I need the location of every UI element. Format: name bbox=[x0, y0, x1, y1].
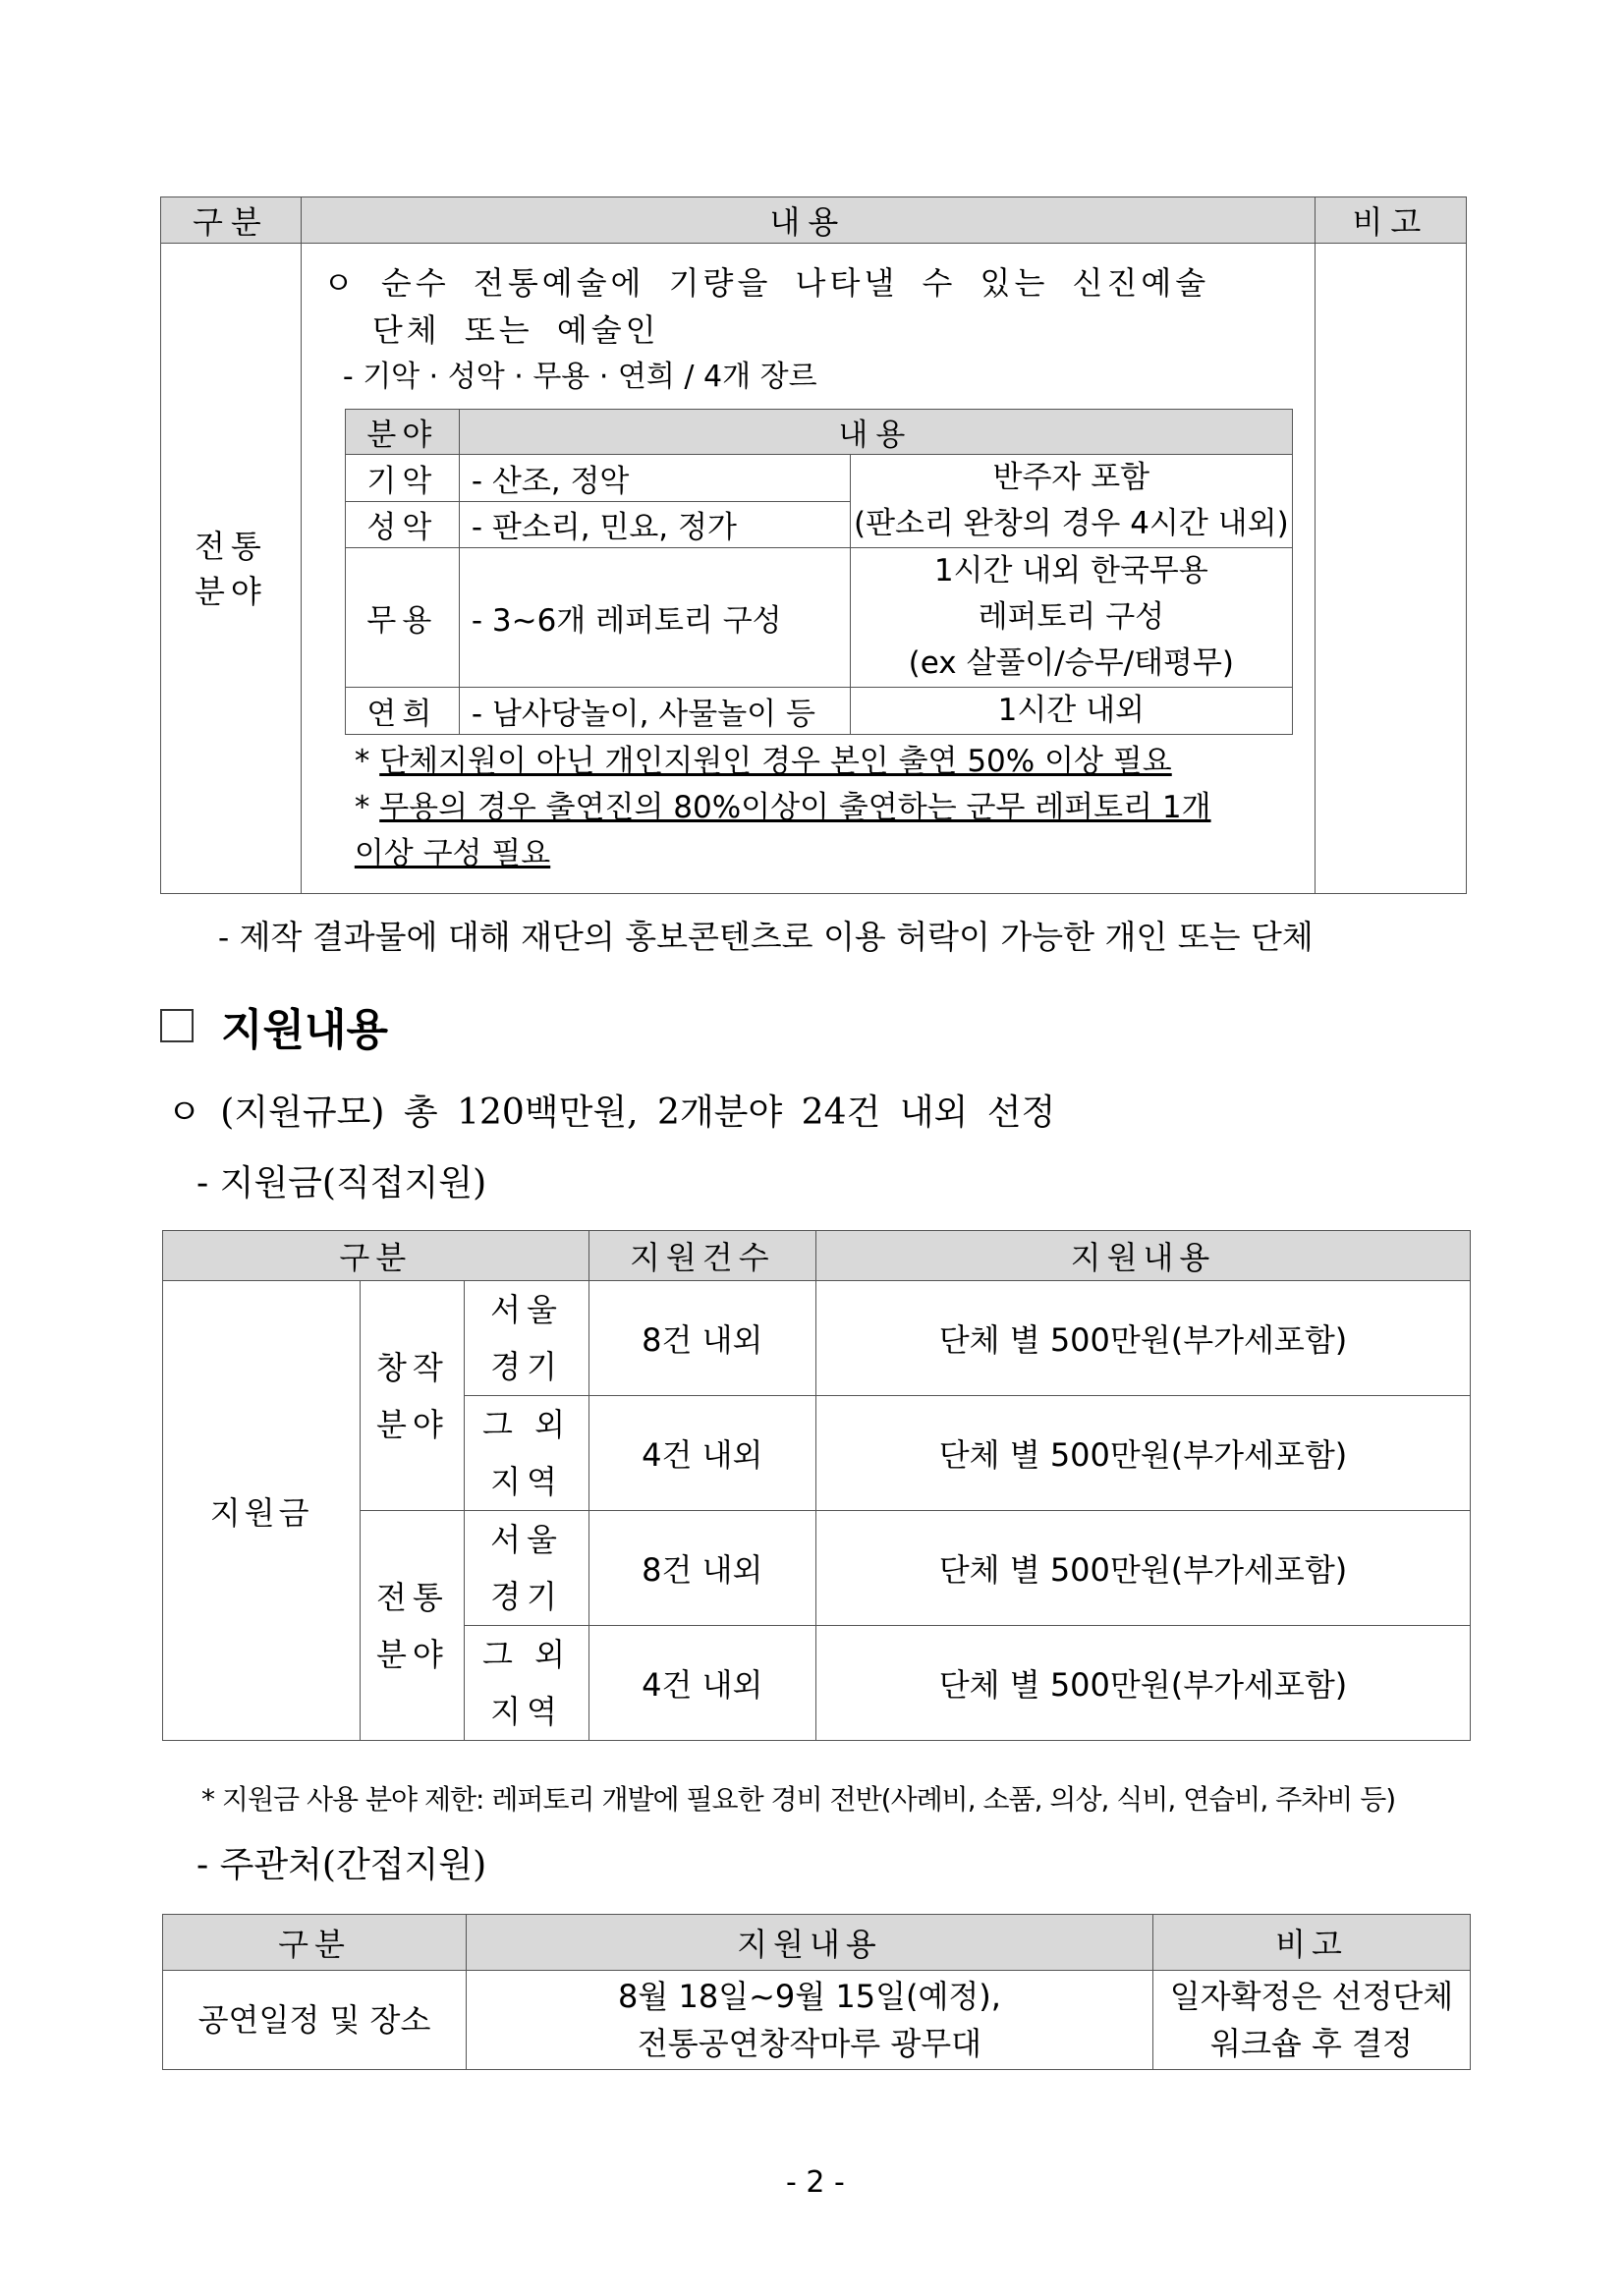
note-dance-cont bbox=[323, 831, 1293, 877]
bullet-line-1: ㅇ 순수 전통예술에 기량을 나타낼 수 있는 신진예술 bbox=[322, 264, 1210, 302]
genre-line: - 기악 · 성악 · 무용 · 연희 / 4개 장르 bbox=[342, 360, 817, 394]
genre-field: 무용 bbox=[345, 548, 459, 688]
content-cell: 단체 별 500만원(부가세포함) bbox=[815, 1626, 1470, 1741]
col-header-content: 지원내용 bbox=[467, 1915, 1153, 1971]
note-star: * bbox=[354, 744, 370, 779]
eligibility-table bbox=[160, 196, 1467, 894]
region-cell: 그 외 지역 bbox=[465, 1626, 588, 1741]
note-dance-text: 무용의 경우 출연진의 80%이상이 출연하는 군무 레퍼토리 1개 bbox=[379, 790, 1211, 825]
schedule-note: 일자확정은 선정단체 워크숍 후 결정 bbox=[1153, 1971, 1471, 2070]
genre-note-yeonhui: 1시간 내외 bbox=[850, 688, 1292, 735]
grant-table bbox=[162, 1230, 1471, 1741]
genre-header-field: 분야 bbox=[345, 410, 459, 455]
region-cell: 서울 경기 bbox=[465, 1511, 588, 1626]
col-header-note: 비고 bbox=[1153, 1915, 1471, 1971]
note-individual-text: 단체지원이 아닌 개인지원인 경우 본인 출연 50% 이상 필요 bbox=[379, 744, 1172, 779]
note-cell bbox=[1315, 244, 1466, 894]
schedule-category: 공연일정 및 장소 bbox=[163, 1971, 467, 2070]
genre-desc: - 남사당놀이, 사물놀이 등 bbox=[459, 688, 850, 735]
square-bullet-icon bbox=[160, 1009, 194, 1042]
region-cell: 그 외 지역 bbox=[465, 1396, 588, 1511]
genre-table bbox=[345, 409, 1293, 735]
subheading-indirect: - 주관처(간접지원) bbox=[196, 1845, 487, 1885]
genre-desc: - 판소리, 민요, 정가 bbox=[459, 501, 850, 548]
note-star: * bbox=[354, 790, 370, 825]
venue-table bbox=[162, 1914, 1471, 2070]
schedule-content: 8월 18일~9월 15일(예정), 전통공연창작마루 광무대 bbox=[467, 1971, 1153, 2070]
eligibility-note: - 제작 결과물에 대해 재단의 홍보콘텐츠로 이용 허락이 가능한 개인 또는 단체 bbox=[218, 918, 1314, 956]
section-title: 지원내용 bbox=[221, 1005, 389, 1055]
count-cell: 8건 내외 bbox=[588, 1511, 815, 1626]
col-header-category: 구분 bbox=[163, 1231, 589, 1281]
support-scale: ㅇ (지원규모) 총 120백만원, 2개분야 24건 내외 선정 bbox=[167, 1092, 1056, 1133]
genre-note-dance: 1시간 내외 한국무용 레퍼토리 구성 (ex 살풀이/승무/태평무) bbox=[850, 548, 1292, 688]
content-cell: 단체 별 500만원(부가세포함) bbox=[815, 1396, 1470, 1511]
genre-field: 연희 bbox=[345, 688, 459, 735]
field-traditional: 전통 분야 bbox=[361, 1511, 465, 1741]
category-traditional: 전통 분야 bbox=[161, 244, 302, 894]
region-cell: 서울 경기 bbox=[465, 1281, 588, 1396]
field-creation: 창작 분야 bbox=[361, 1281, 465, 1511]
genre-field: 기악 bbox=[345, 455, 459, 502]
grant-group: 지원금 bbox=[163, 1281, 361, 1741]
col-header-count: 지원건수 bbox=[588, 1231, 815, 1281]
col-header-content: 지원내용 bbox=[815, 1231, 1470, 1281]
note-dance bbox=[323, 785, 1293, 831]
page-number: - 2 - bbox=[786, 2165, 845, 2200]
note-individual bbox=[323, 739, 1293, 785]
col-header-category: 구분 bbox=[161, 197, 302, 244]
note-dance-cont-text: 이상 구성 필요 bbox=[354, 836, 551, 871]
content-cell bbox=[301, 244, 1315, 894]
content-cell: 단체 별 500만원(부가세포함) bbox=[815, 1511, 1470, 1626]
subheading-direct: - 지원금(직접지원) bbox=[196, 1163, 487, 1204]
col-header-note: 비고 bbox=[1315, 197, 1466, 244]
genre-desc: - 산조, 정악 bbox=[459, 455, 850, 502]
count-cell: 4건 내외 bbox=[588, 1396, 815, 1511]
grant-usage-footnote: * 지원금 사용 분야 제한: 레퍼토리 개발에 필요한 경비 전반(사례비, 소품, 의상, 식비, 연습비, 주차비 등) bbox=[201, 1783, 1396, 1816]
content-cell: 단체 별 500만원(부가세포함) bbox=[815, 1281, 1470, 1396]
count-cell: 4건 내외 bbox=[588, 1626, 815, 1741]
col-header-category: 구분 bbox=[163, 1915, 467, 1971]
section-heading bbox=[160, 994, 388, 1057]
bullet-line-2: 단체 또는 예술인 bbox=[371, 311, 660, 349]
genre-note-music: 반주자 포함 (판소리 완창의 경우 4시간 내외) bbox=[850, 455, 1292, 548]
genre-desc: - 3~6개 레퍼토리 구성 bbox=[459, 548, 850, 688]
col-header-content: 내용 bbox=[301, 197, 1315, 244]
genre-header-content: 내용 bbox=[459, 410, 1292, 455]
count-cell: 8건 내외 bbox=[588, 1281, 815, 1396]
genre-field: 성악 bbox=[345, 501, 459, 548]
